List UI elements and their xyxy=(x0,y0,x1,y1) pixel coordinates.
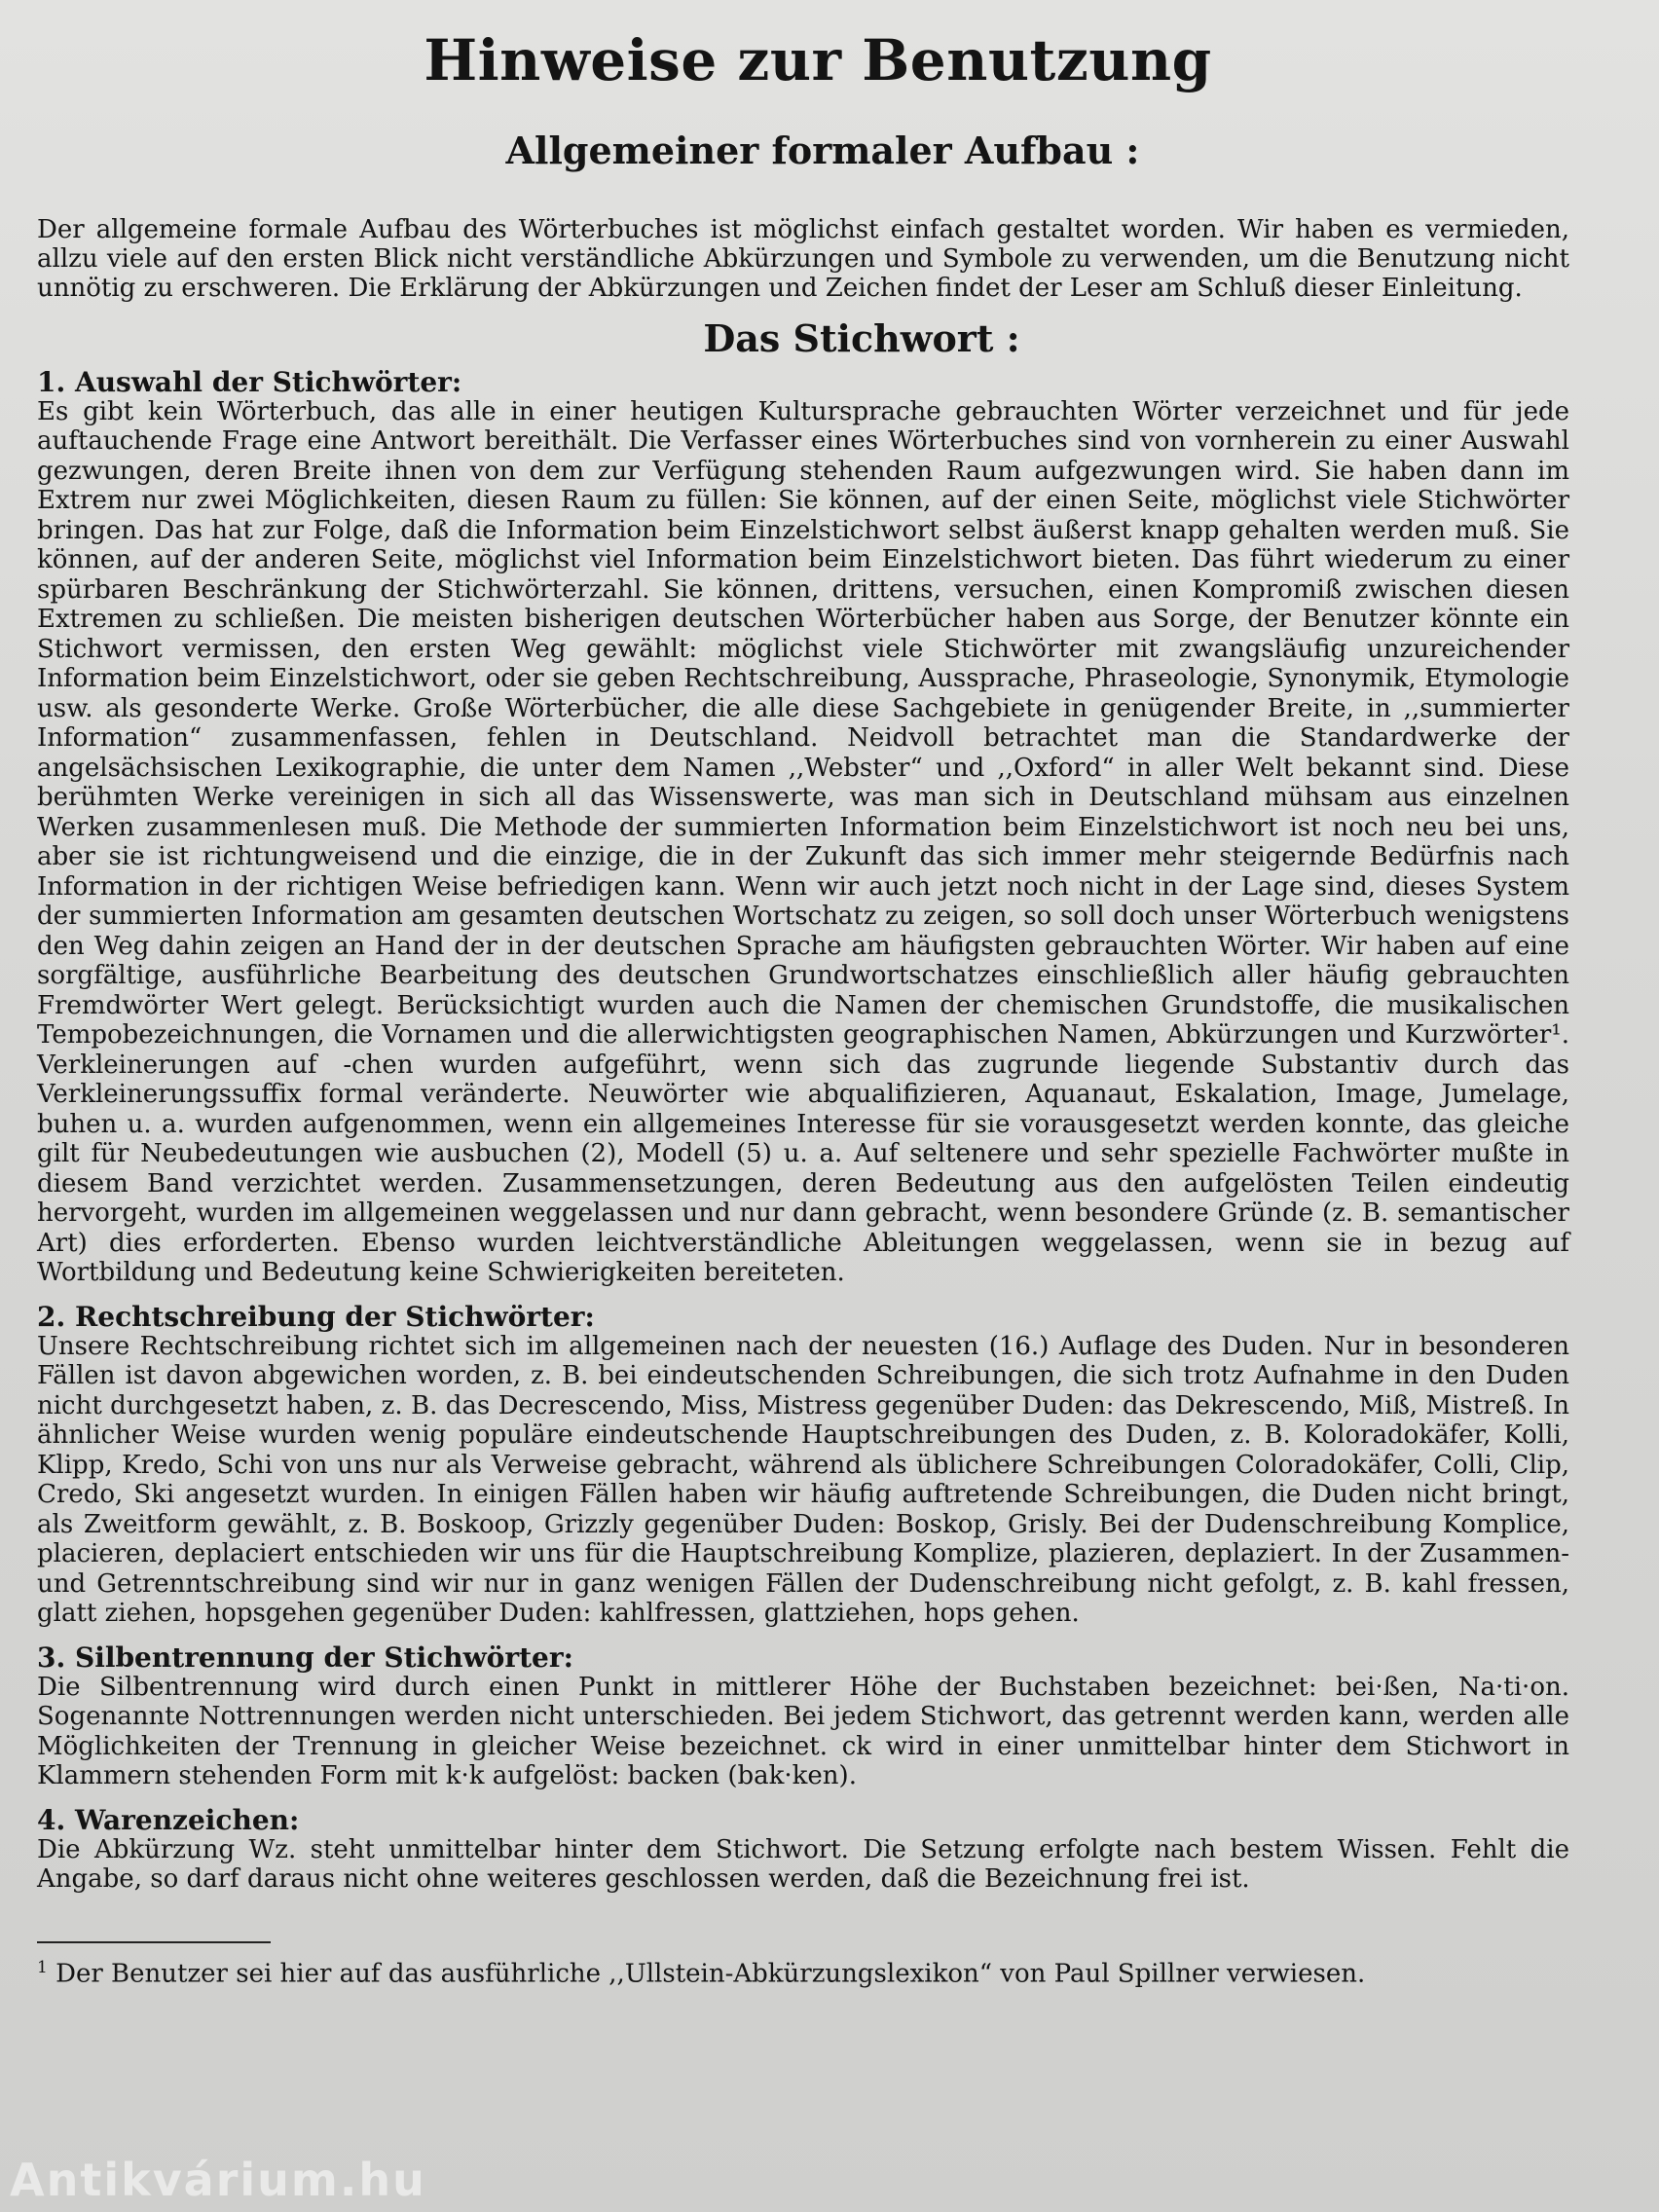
subsection-silbentrennung xyxy=(37,1642,1569,1791)
subsection-heading: 2. Rechtschreibung der Stichwörter: xyxy=(37,1300,595,1333)
footnote-divider xyxy=(37,1941,271,1943)
subsection-heading: 3. Silbentrennung der Stichwörter: xyxy=(37,1641,573,1674)
footnote-marker: 1 xyxy=(37,1957,48,1977)
footnote-text: Der Benutzer sei hier auf das ausführliche ,,Ullstein-Abkürzungslexikon“ von Paul Spillner verwiesen. xyxy=(55,1959,1366,1989)
subsection-heading: 4. Warenzeichen: xyxy=(37,1803,300,1836)
subsection-heading: 1. Auswahl der Stichwörter: xyxy=(37,365,462,398)
section-title: Das Stichwort : xyxy=(703,316,1020,361)
subsection-body: Unsere Rechtschreibung richtet sich im allgemeinen nach der neuesten (16.) Auflage des Duden. Nur in besonderen Fällen ist davon abgewichen worden, z. B. bei eindeutschenden Schreibungen, die sich trotz Aufnahme in den Duden nicht durchgesetzt haben, z. B. das Decrescendo, Miss, Mistress gegenüber Duden: das Dekrescendo, Miß, Mistreß. In ähnlicher Weise wurden wenig populäre eindeutschende Hauptschreibungen des Duden, z. B. Koloradokäfer, Kolli, Klipp, Kredo, Schi von uns nur als Verweise gebracht, während als üblichere Schreibungen Coloradokäfer, Colli, Clip, Credo, Ski angesetzt wurden. In einigen Fällen haben wir häufig auftretende Schreibungen, die Duden nicht bringt, als Zweitform gewählt, z. B. Boskoop, Grizzly gegenüber Duden: Boskop, Grisly. Bei der Dudenschreibung Komplice, placieren, deplaciert entschieden wir uns für die Hauptschreibung Komplize, plazieren, deplaziert. In der Zusammen- und Getrenntschreibung sind wir nur in ganz wenigen Fällen der Dudenschreibung nicht gefolgt, z. B. kahl fressen, glatt ziehen, hopsgehen gegenüber Duden: kahlfressen, glattziehen, hops gehen. xyxy=(37,1331,1569,1629)
intro-paragraph: Der allgemeine formale Aufbau des Wörterbuches ist möglichst einfach gestaltet worden. Wir haben es vermieden, allzu viele auf den ersten Blick nicht verständliche Abkürzungen und Symbole zu verwenden, um die Benutzung nicht unnötig zu erschweren. Die Erklärung der Abkürzungen und Zeichen findet der Leser am Schluß dieser Einleitung. xyxy=(37,215,1569,304)
subsection-auswahl xyxy=(37,367,1569,1288)
subsection-rechtschreibung xyxy=(37,1302,1569,1629)
subsection-body: Die Abkürzung Wz. steht unmittelbar hinter dem Stichwort. Die Setzung erfolgte nach bestem Wissen. Fehlt die Angabe, so darf daraus nicht ohne weiteres geschlossen werden, daß die Bezeichnung frei ist. xyxy=(37,1834,1569,1895)
page-title: Hinweise zur Benutzung xyxy=(424,27,1212,93)
subsection-body: Die Silbentrennung wird durch einen Punkt in mittlerer Höhe der Buchstaben bezeichnet: bei·ßen, Na·ti·on. Sogenannte Nottrennungen werden nicht unterschieden. Bei jedem Stichwort, das getrennt werden kann, werden alle Möglichkeiten der Trennung in gleicher Weise bezeichnet. ck wird in einer unmittelbar hinter dem Stichwort in Klammern stehenden Form mit k·k aufgelöst: backen (bak·ken). xyxy=(37,1672,1569,1791)
watermark: Antikvárium.hu xyxy=(10,2154,426,2206)
subsection-warenzeichen xyxy=(37,1805,1569,1895)
footnote xyxy=(37,1953,1569,1989)
page-subtitle: Allgemeiner formaler Aufbau : xyxy=(505,128,1140,172)
subsection-body: Es gibt kein Wörterbuch, das alle in einer heutigen Kultursprache gebrauchten Wörter verzeichnet und für jede auftauchende Frage eine Antwort bereithält. Die Verfasser eines Wörterbuches sind von vornherein zu einer Auswahl gezwungen, deren Breite ihnen von dem zur Verfügung stehenden Raum aufgezwungen wird. Sie haben dann im Extrem nur zwei Möglichkeiten, diesen Raum zu füllen: Sie können, auf der einen Seite, möglichst viele Stichwörter bringen. Das hat zur Folge, daß die Information beim Einzelstichwort selbst äußerst knapp gehalten werden muß. Sie können, auf der anderen Seite, möglichst viel Information beim Einzelstichwort bieten. Das führt wiederum zu einer spürbaren Beschränkung der Stichwörterzahl. Sie können, drittens, versuchen, einen Kompromiß zwischen diesen Extremen zu schließen. Die meisten bisherigen deutschen Wörterbücher haben aus Sorge, der Benutzer könnte ein Stichwort vermissen, den ersten Weg gewählt: möglichst viele Stichwörter mit zwangsläufig unzureichender Information beim Einzelstichwort, oder sie geben Rechtschreibung, Aussprache, Phraseologie, Synonymik, Etymologie usw. als gesonderte Werke. Große Wörterbücher, die alle diese Sachgebiete in genügender Breite, in ,,summierter Information“ zusammenfassen, fehlen in Deutschland. Neidvoll betrachtet man die Standardwerke der angelsächsischen Lexikographie, die unter dem Namen ,,Webster“ und ,,Oxford“ in aller Welt bekannt sind. Diese berühmten Werke vereinigen in sich all das Wissenswerte, was man sich in Deutschland mühsam aus einzelnen Werken zusammenlesen muß. Die Methode der summierten Information beim Einzelstichwort ist noch neu bei uns, aber sie ist richtungweisend und die einzige, die in der Zukunft das sich immer mehr steigernde Bedürfnis nach Information in der richtigen Weise befriedigen kann. Wenn wir auch jetzt noch nicht in der Lage sind, dieses System der summierten Information am gesamten deutschen Wortschatz zu zeigen, so soll doch unser Wörterbuch wenigstens den Weg dahin zeigen an Hand der in der deutschen Sprache am häufigsten gebrauchten Wörter. Wir haben auf eine sorgfältige, ausführliche Bearbeitung des deutschen Grundwortschatzes einschließlich aller häufig gebrauchten Fremdwörter Wert gelegt. Berücksichtigt wurden auch die Namen der chemischen Grundstoffe, die musikalischen Tempobezeichnungen, die Vornamen und die allerwichtigsten geographischen Namen, Abkürzungen und Kurzwörter¹. Verkleinerungen auf -chen wurden aufgeführt, wenn sich das zugrunde liegende Substantiv durch das Verkleinerungssuffix formal veränderte. Neuwörter wie abqualifizieren, Aquanaut, Eskalation, Image, Jumelage, buhen u. a. wurden aufgenommen, wenn ein allgemeines Interesse für sie vorausgesetzt werden konnte, das gleiche gilt für Neubedeutungen wie ausbuchen (2), Modell (5) u. a. Auf seltenere und sehr spezielle Fachwörter mußte in diesem Band verzichtet werden. Zusammensetzungen, deren Bedeutung aus den aufgelösten Teilen eindeutig hervorgeht, wurden im allgemeinen weggelassen und nur dann gebracht, wenn besondere Gründe (z. B. semantischer Art) dies erforderten. Ebenso wurden leichtverständliche Ableitungen weggelassen, wenn sie in bezug auf Wortbildung und Bedeutung keine Schwierigkeiten bereiteten. xyxy=(37,396,1569,1288)
